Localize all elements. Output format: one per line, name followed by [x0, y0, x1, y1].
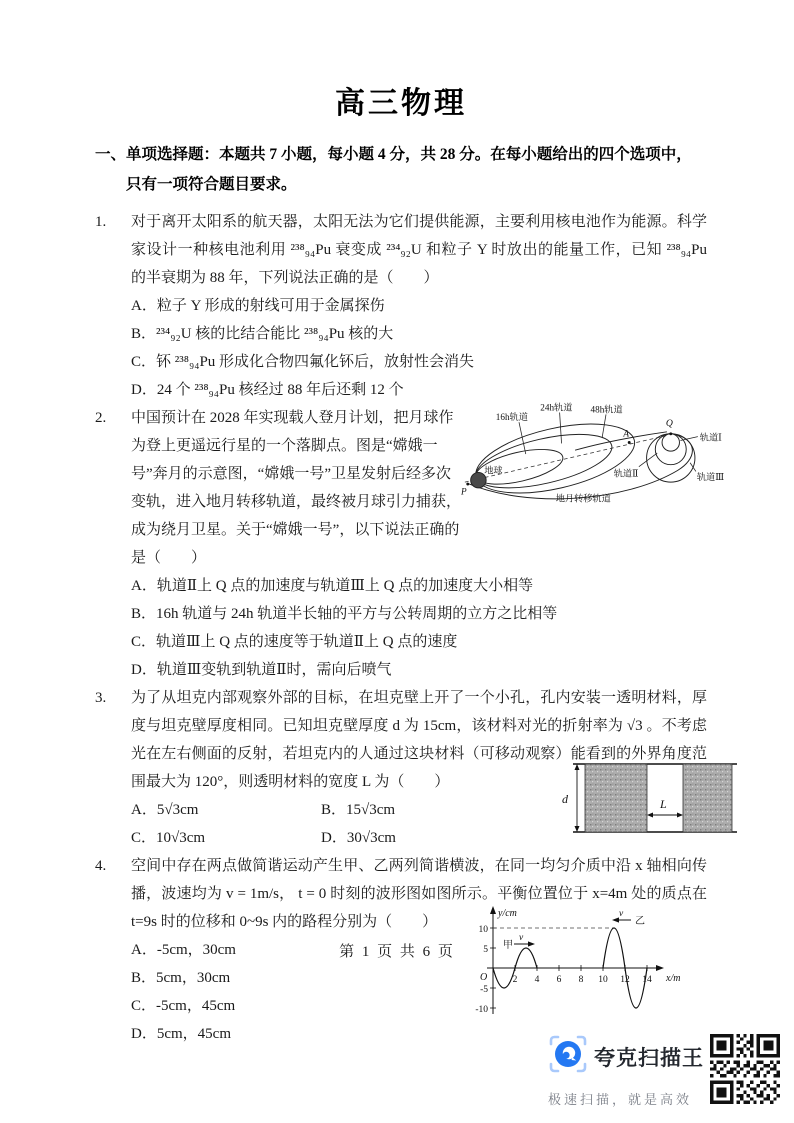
- moon-orbit-3-circle: [647, 434, 695, 482]
- section-heading: 一、单项选择题：本题共 7 小题，每小题 4 分，共 28 分。在每小题给出的四个选项中，只有一项符合题目要求。: [95, 146, 692, 193]
- question-4-number: 4.: [95, 858, 107, 874]
- tank-wall-left-block: [585, 764, 647, 832]
- question-2-option-c: C．轨道Ⅲ上 Q 点的速度等于轨道Ⅱ上 Q 点的速度: [131, 634, 458, 650]
- y-axis-arrow: [490, 906, 496, 914]
- x-tick-14: 14: [642, 975, 652, 985]
- moon-orbit-1-label: 轨道Ⅰ: [699, 432, 722, 443]
- point-q-label: Q: [665, 418, 673, 430]
- y-tick-neg5: -5: [480, 985, 488, 995]
- question-1-option-d: D．24 个 ²³⁸₉₄Pu 核经过 88 年后还剩 12 个: [131, 382, 404, 398]
- wave-jia-label: 甲: [503, 940, 513, 951]
- moon-transfer-orbit-diagram: [461, 398, 751, 514]
- question-1-option-a: A．粒子 Y 形成的射线可用于金属探伤: [131, 298, 385, 314]
- scanner-watermark: [548, 1034, 780, 1109]
- tank-wall-diagram: [559, 758, 741, 838]
- x-tick-2: 2: [512, 975, 518, 985]
- question-4-option-c: C．-5cm，45cm: [131, 998, 236, 1014]
- orbit-24h-ellipse: [471, 424, 617, 499]
- question-1-option-b: B．²³⁴₉₂U 核的比结合能比 ²³⁸₉₄Pu 核的大: [131, 326, 394, 342]
- wave-graph: [459, 902, 717, 1024]
- d-arrow-down: [575, 826, 580, 832]
- x-axis-label: x/m: [666, 973, 681, 984]
- origin-label: O: [480, 972, 488, 983]
- question-4-option-b: B．5cm，30cm: [131, 970, 231, 986]
- page-number-footer: 第 1 页 共 6 页: [339, 944, 455, 960]
- x-tick-8: 8: [578, 975, 584, 985]
- moon-orbit-2-circle: [655, 434, 686, 465]
- orbit-16h-label: 16h轨道: [495, 412, 528, 423]
- question-2-option-d: D．轨道Ⅲ变轨到轨道Ⅱ时，需向后喷气: [131, 662, 392, 678]
- wave-yi-velocity-arrow: [612, 917, 619, 922]
- point-a-label: A: [623, 428, 630, 439]
- orbit-48h-label: 48h轨道: [590, 404, 623, 415]
- question-3-option-b: B．15√3cm: [321, 802, 396, 818]
- y-tick-5: 5: [483, 945, 488, 955]
- orbit-24h-label: 24h轨道: [540, 402, 573, 413]
- y-tick-10: 10: [478, 925, 488, 935]
- scanner-brand-name: 夸克扫描王: [594, 1046, 704, 1070]
- tank-wall-right-block: [683, 764, 732, 832]
- moon-orbit-2-label: 轨道Ⅱ: [613, 468, 639, 479]
- point-a-dot: [628, 441, 631, 444]
- x-tick-4: 4: [534, 975, 540, 985]
- point-q-dot: [669, 432, 672, 435]
- question-1-stem: 对于离开太阳系的航天器，太阳无法为它们提供能源，主要利用核电池作为能源。科学家设计一种核电池利用 ²³⁸₉₄Pu 衰变成 ²³⁴₉₂U 和粒子 Y 时放出的能量工作，已知 ²³⁸₉₄Pu 的半衰期为 88 年，下列说法正确的是（ ）: [131, 214, 707, 286]
- x-axis-arrow: [656, 965, 664, 971]
- moon-orbit-1-circle: [662, 434, 679, 451]
- point-p-dot: [466, 483, 469, 486]
- question-2: [95, 402, 725, 684]
- l-arrow-right: [677, 813, 683, 818]
- question-2-option-b: B．16h 轨道与 24h 轨道半长轴的平方与公转周期的立方之比相等: [131, 606, 558, 622]
- l-label: L: [660, 797, 667, 811]
- question-1-number: 1.: [95, 214, 107, 230]
- question-4-option-d: D．5cm，45cm: [131, 1026, 231, 1042]
- earth-label: 地球: [484, 465, 503, 476]
- question-1-option-c: C．钚 ²³⁸₉₄Pu 形成化合物四氟化钚后，放射性会消失: [131, 354, 475, 370]
- x-tick-10: 10: [598, 975, 608, 985]
- d-label: d: [562, 792, 568, 806]
- x-tick-6: 6: [556, 975, 562, 985]
- y-axis-label: y/cm: [498, 908, 517, 919]
- orbit-48h-ellipse: [469, 411, 641, 506]
- question-4-option-a: A．-5cm，30cm: [131, 942, 236, 958]
- question-2-stem: 中国预计在 2028 年实现载人登月计划，把月球作为登上更遥远行星的一个落脚点。图是“嫦娥一号”奔月的示意图，“嫦娥一号”卫星发射后经多次变轨，进入地月转移轨道，最终被月球引力捕获，成为绕月卫星。关于“嫦娥一号”，以下说法正确的是（ ）: [131, 410, 462, 566]
- wave-yi-label: 乙: [635, 916, 645, 927]
- wave-yi-velocity-label: v: [619, 909, 624, 919]
- question-3-option-a: A．5√3cm: [131, 802, 199, 818]
- y-tick-neg10: -10: [475, 1005, 488, 1015]
- moon-orbit-3-label: 轨道Ⅲ: [696, 472, 725, 483]
- scanner-tagline: 极速扫描，就是高效: [548, 1092, 693, 1107]
- question-3-option-d: D．30√3cm: [321, 830, 396, 846]
- question-3: [95, 684, 707, 852]
- question-2-option-a: A．轨道Ⅱ上 Q 点的加速度与轨道Ⅲ上 Q 点的加速度大小相等: [131, 578, 534, 594]
- qr-code: [710, 1034, 780, 1109]
- question-1: [95, 208, 707, 404]
- x-tick-12: 12: [620, 975, 630, 985]
- transfer-orbit-label: 地月转移轨道: [555, 493, 611, 504]
- question-3-number: 3.: [95, 690, 107, 706]
- question-3-option-c: C．10√3cm: [131, 830, 206, 846]
- page-title: 高三物理: [335, 87, 467, 120]
- point-p-label: P: [461, 486, 467, 497]
- l-arrow-left: [647, 813, 653, 818]
- question-2-number: 2.: [95, 410, 107, 426]
- d-arrow-up: [575, 764, 580, 770]
- quark-scanner-logo-icon: [548, 1034, 588, 1079]
- wave-jia-velocity-label: v: [519, 933, 524, 943]
- question-4-stem: 空间中存在两点做简谐运动产生甲、乙两列简谐横波，在同一均匀介质中沿 x 轴相向传播，波速均为 v = 1m/s， t = 0 时刻的波形图如图所示。平衡位置位于 x=4m 处的质点在 t=9s 时的位移和 0~9s 内的路程分别为（ ）: [131, 858, 707, 930]
- question-3-stem: 为了从坦克内部观察外部的目标，在坦克壁上开了一个小孔，孔内安装一透明材料，厚度与坦克壁厚度相同。已知坦克壁厚度 d 为 15cm，该材料对光的折射率为 √3 。不考虑光在左右侧面的反射，若坦克内的人通过这块材料（可移动观察）能看到的外界角度范围最大为 120°，则透明材料的宽度 L 为（ ）: [131, 690, 707, 790]
